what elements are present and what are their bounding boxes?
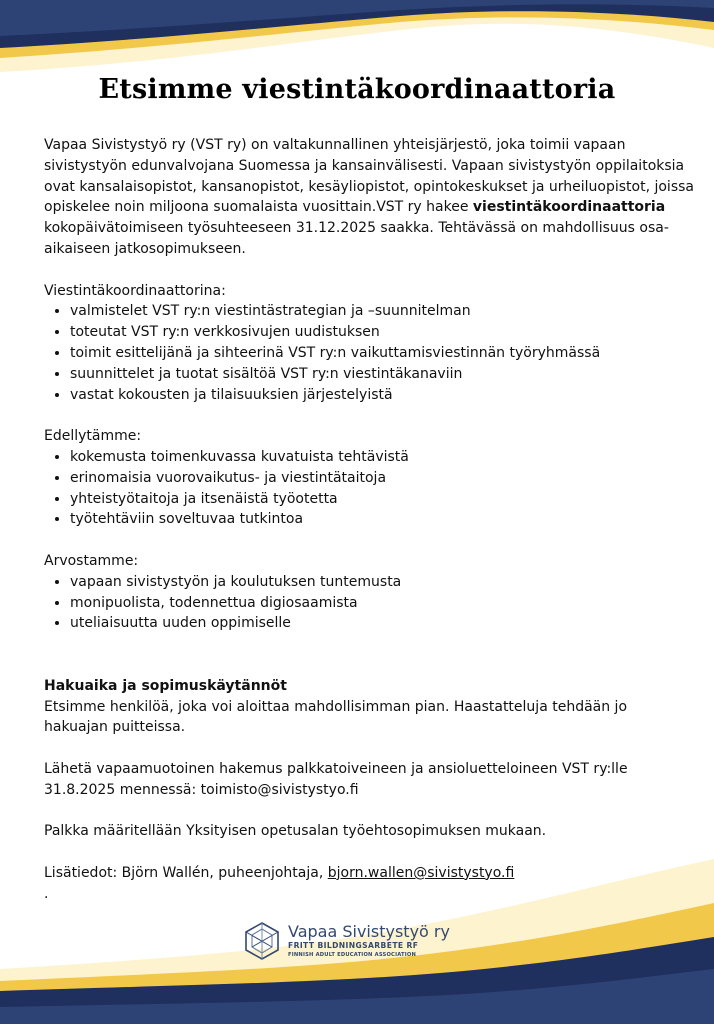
intro-text-end: kokopäivätoimiseen työsuhteeseen 31.12.2025 saakka. Tehtävässä on mahdollisuus osa-aikaiseen jatkosopimukseen. — [44, 220, 669, 257]
intro-bold-role: viestintäkoordinaattoria — [472, 199, 666, 216]
responsibilities-list — [44, 301, 694, 405]
list-item: • toteutat VST ry:n verkkosivujen uudistuksen — [70, 322, 694, 343]
section-heading: Edellytämme: — [44, 428, 142, 445]
requirements-list — [44, 447, 694, 530]
list-item: • vastat kokousten ja tilaisuuksien järjestelyistä — [70, 385, 694, 406]
salary-paragraph: Palkka määritellään Yksityisen opetusalan työehtosopimuksen mukaan. — [44, 823, 547, 840]
organization-logo — [242, 918, 450, 964]
list-item: • vapaan sivistystyön ja koulutuksen tuntemusta — [70, 572, 694, 593]
logo-subtitle-english: FINNISH ADULT EDUCATION ASSOCIATION — [288, 952, 417, 958]
list-item: • erinomaisia vuorovaikutus- ja viestintätaitoja — [70, 468, 694, 489]
logo-name: Vapaa Sivistystyö ry — [288, 922, 450, 941]
section-heading: Arvostamme: — [44, 552, 139, 569]
document-body — [44, 135, 694, 904]
application-heading — [44, 676, 694, 697]
application-paragraph-1: Etsimme henkilöä, joka voi aloittaa mahdollisimman pian. Haastatteluja tehdään jo hakuajan puitteissa. — [44, 698, 628, 736]
list-item: • monipuolista, todennettua digiosaamista — [70, 593, 694, 614]
list-item: • kokemusta toimenkuvassa kuvatuista tehtävistä — [70, 447, 694, 468]
list-item: • valmistelet VST ry:n viestintästrategian ja –suunnitelman — [70, 301, 694, 322]
list-item: • suunnittelet ja tuotat sisältöä VST ry:n viestintäkanaviin — [70, 364, 694, 385]
intro-text: Vapaa Sivistystyö ry (VST ry) on valtakunnallinen yhteisjärjestö, joka toimii vapaan sivistystyön edunvalvojana Suomessa ja kansainvälisesti. Vapaan sivistystyön oppilaitoksia ovat kansalaisopistot, kansanopistot, kesäyliopistot, opintokeskukset ja urheiluopistot, joissa opiskelee noin miljoona suomalaista vuosittain.VST ry hakee — [44, 137, 694, 216]
page-title: Etsimme viestintäkoordinaattoria — [98, 74, 616, 105]
contact-email-link[interactable]: bjorn.wallen@sivistystyo.fi — [327, 864, 515, 881]
intro-paragraph — [44, 135, 694, 260]
section-heading: Viestintäkoordinaattorina: — [44, 282, 226, 299]
valued-skills-list — [44, 572, 694, 634]
list-item: • toimit esittelijänä ja sihteerinä VST ry:n vaikuttamisviestinnän työryhmässä — [70, 343, 694, 364]
list-item: • yhteistyötaitoja ja itsenäistä työotetta — [70, 489, 694, 510]
contact-paragraph — [44, 863, 694, 884]
logo-mark-icon — [242, 921, 282, 961]
list-item: • uteliaisuutta uuden oppimiselle — [70, 613, 694, 634]
application-heading-text: Hakuaika ja sopimuskäytännöt — [44, 677, 287, 694]
logo-subtitle-swedish: FRITT BILDNINGSARBETE RF — [288, 941, 419, 950]
list-item: • työtehtäviin soveltuvaa tutkintoa — [70, 509, 694, 530]
contact-text: Lisätiedot: Björn Wallén, puheenjohtaja, — [44, 864, 328, 881]
application-paragraph-2: Lähetä vapaamuotoinen hakemus palkkatoiveineen ja ansioluetteloineen VST ry:lle 31.8.2025 mennessä: toimisto@sivistystyo.fi — [44, 760, 628, 798]
trailing-dot: . — [44, 885, 49, 902]
